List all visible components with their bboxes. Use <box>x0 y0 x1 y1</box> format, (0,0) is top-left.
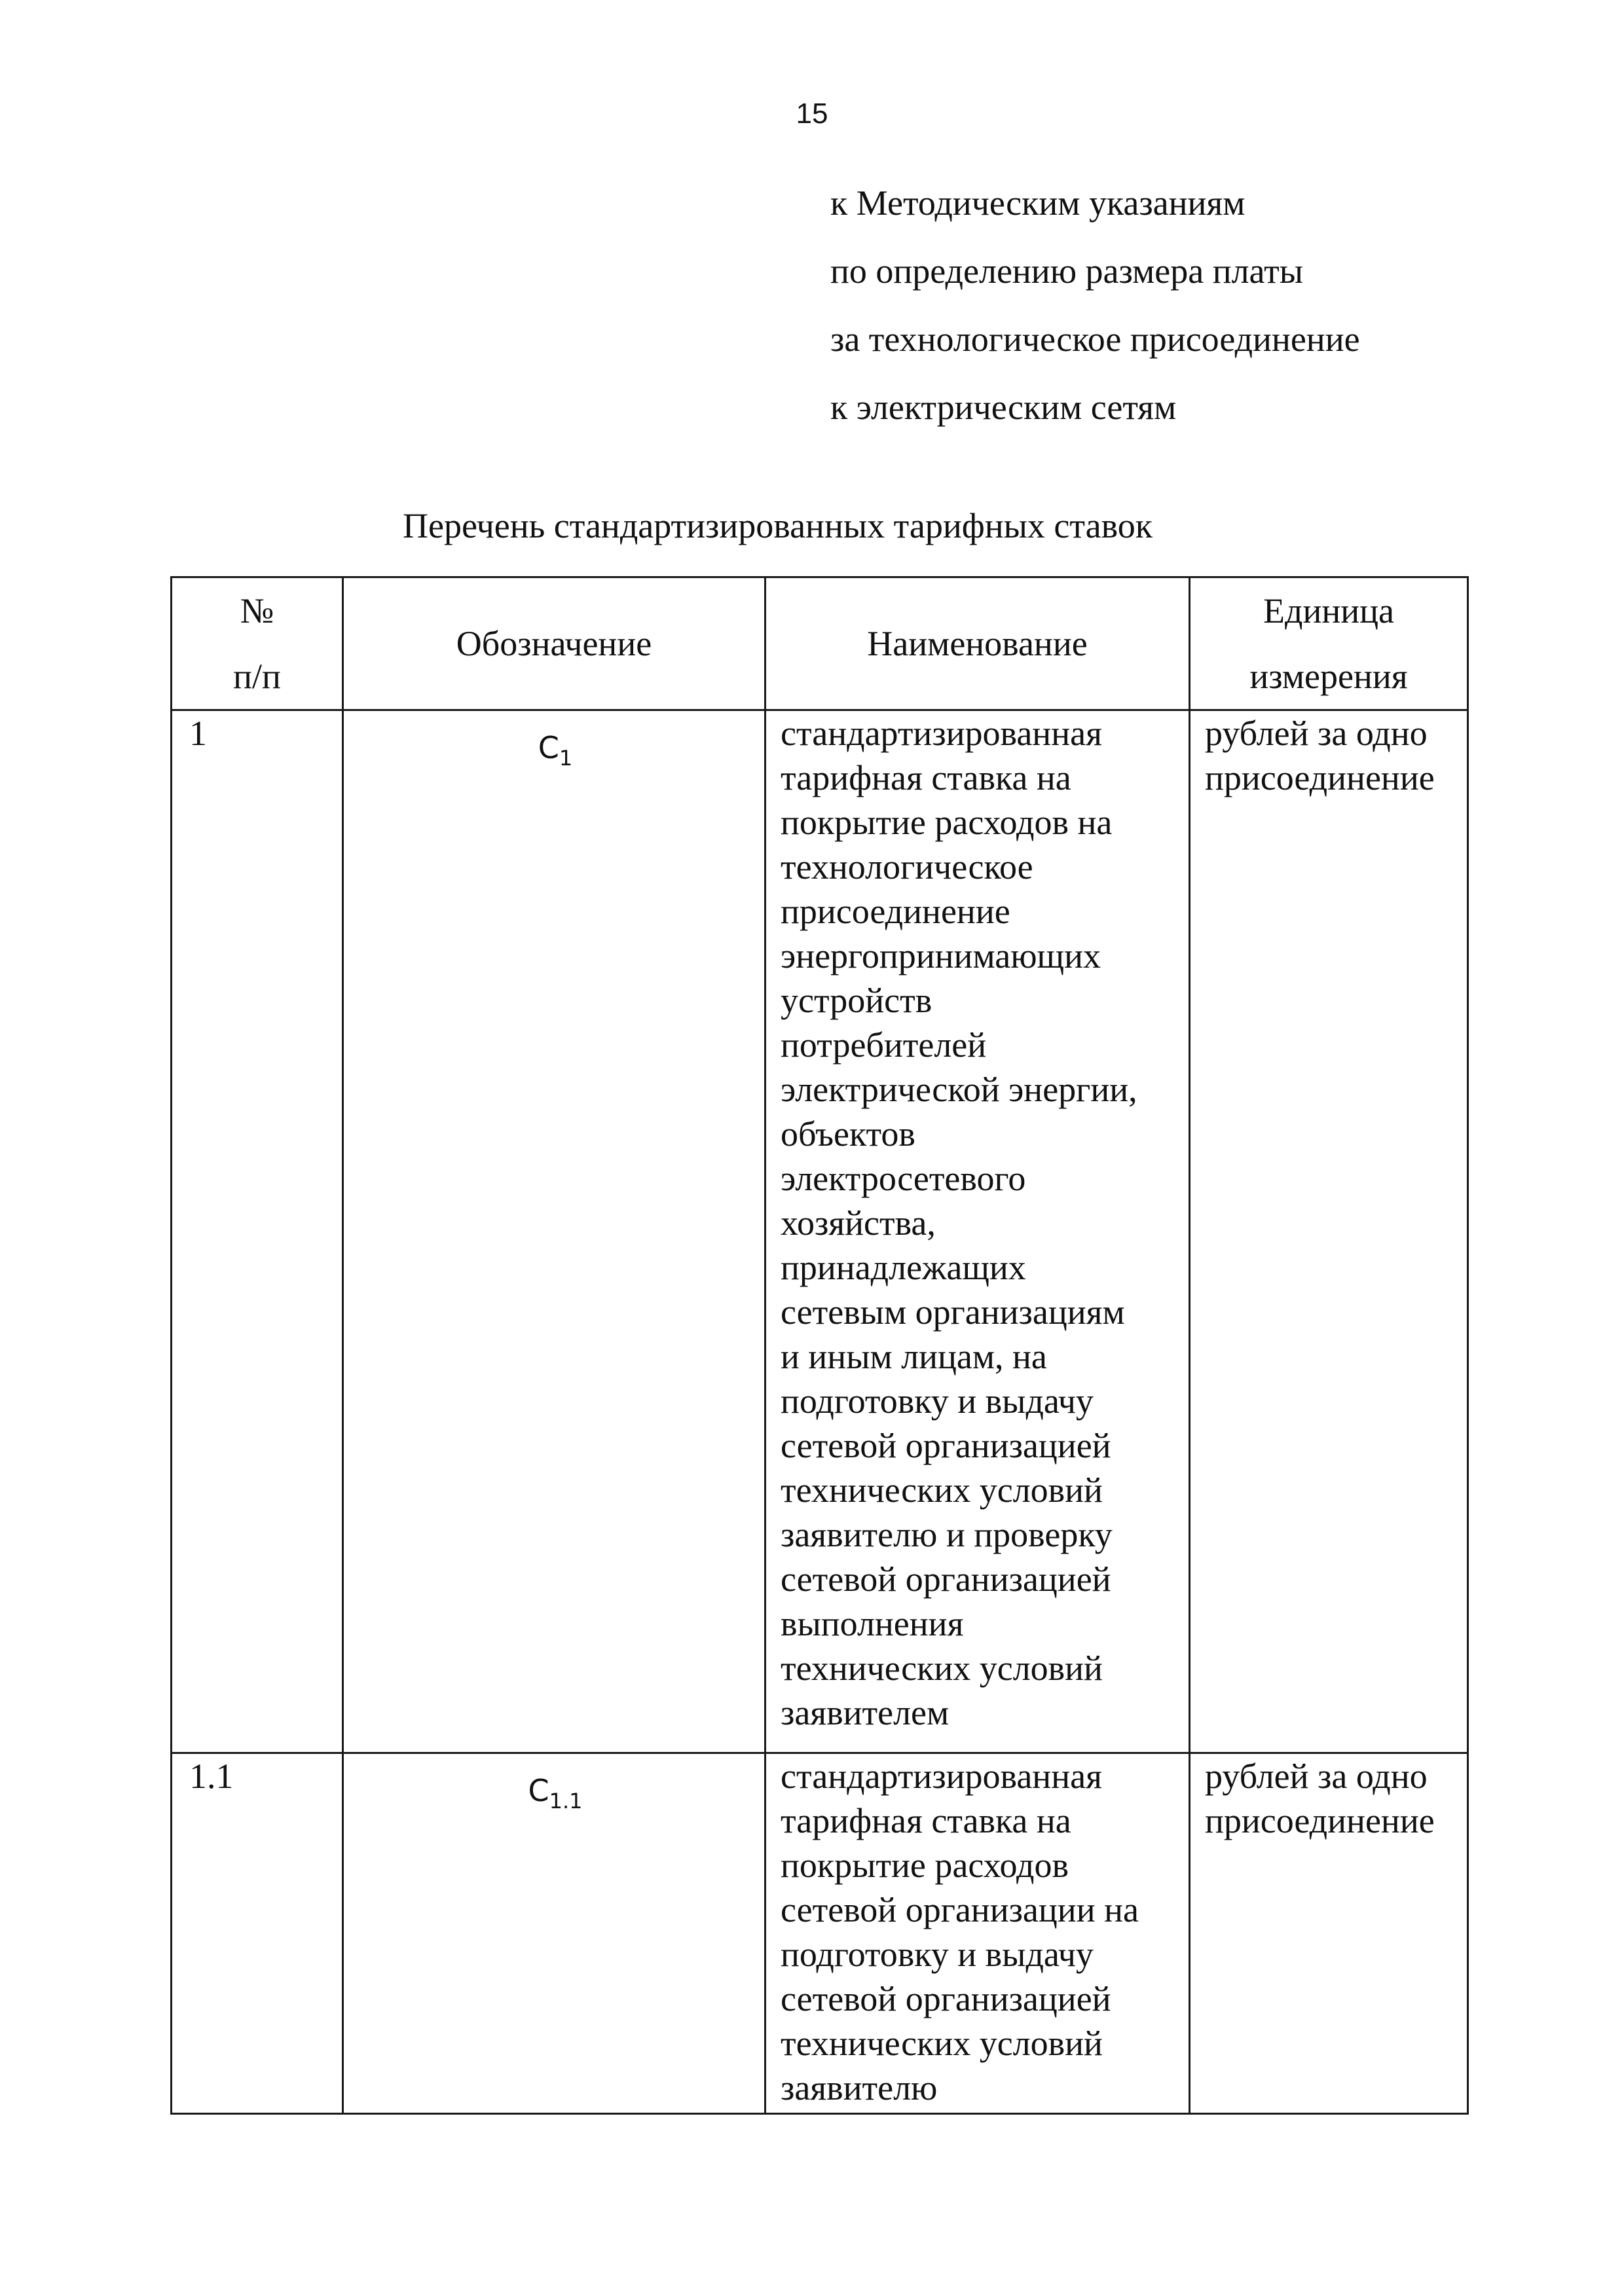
name-line: заявителю <box>781 2068 938 2107</box>
header-unit <box>1190 577 1468 710</box>
name-line: технологическое <box>781 847 1033 886</box>
appendix-line: к Методическим указаниям <box>830 183 1246 223</box>
name-line: сетевой организации на <box>781 1890 1139 1929</box>
name-line: выполнения <box>781 1604 964 1643</box>
name-line: объектов <box>781 1114 915 1154</box>
row-number: 1.1 <box>172 1753 343 2114</box>
name-line: стандартизированная <box>781 714 1102 753</box>
header-unit-line1: Единица <box>1263 591 1395 630</box>
header-number-line2: п/п <box>233 657 281 696</box>
name-line: сетевой организацией <box>781 1559 1111 1599</box>
name-line: потребителей <box>781 1025 987 1065</box>
name-line: покрытие расходов <box>781 1846 1069 1885</box>
name-line: энергопринимающих <box>781 936 1101 975</box>
row-unit <box>1190 1753 1468 2114</box>
header-number-line1: № <box>240 591 274 630</box>
page-number: 15 <box>796 98 828 130</box>
symbol-subscript: 1 <box>559 746 573 771</box>
name-line: подготовку и выдачу <box>781 1381 1094 1421</box>
symbol-subscript: 1.1 <box>549 1789 583 1814</box>
header-unit-line2: измерения <box>1249 657 1408 696</box>
document-title: Перечень стандартизированных тарифных ставок <box>403 506 1153 545</box>
name-line: заявителем <box>781 1693 950 1732</box>
appendix-line: к электрическим сетям <box>830 388 1177 427</box>
unit-line: рублей за одно <box>1205 714 1428 753</box>
name-line: сетевой организацией <box>781 1426 1111 1465</box>
name-line: устройств <box>781 981 932 1020</box>
name-line: технических условий <box>781 2024 1103 2063</box>
name-line: сетевым организациям <box>781 1292 1125 1332</box>
appendix-line: за технологическое присоединение <box>830 319 1360 359</box>
table-row <box>172 1753 1468 2114</box>
name-line: электросетевого <box>781 1159 1026 1198</box>
symbol-base: $C_1$ <box>538 730 573 771</box>
name-line: сетевой организацией <box>781 1979 1111 2018</box>
name-line: покрытие расходов на <box>781 803 1113 842</box>
name-line: принадлежащих <box>781 1248 1026 1287</box>
appendix-reference <box>830 169 1485 441</box>
row-symbol <box>343 1753 766 2114</box>
header-number <box>172 577 343 710</box>
name-line: тарифная ставка на <box>781 1801 1071 1840</box>
header-name: Наименование <box>766 577 1190 710</box>
name-line: хозяйства, <box>781 1203 936 1243</box>
name-line: технических условий <box>781 1649 1103 1688</box>
header-designation: Обозначение <box>343 577 766 710</box>
name-line: заявителю и проверку <box>781 1515 1113 1554</box>
row-symbol <box>343 710 766 1753</box>
unit-line: присоединение <box>1205 1801 1435 1840</box>
symbol-base: $C_{1.1}$ <box>528 1773 583 1814</box>
tariff-rates-table <box>170 576 1469 2115</box>
unit-line: рублей за одно <box>1205 1757 1428 1796</box>
name-line: тарифная ставка на <box>781 758 1071 797</box>
name-line: технических условий <box>781 1470 1103 1510</box>
row-name <box>766 1753 1190 2114</box>
row-name <box>766 710 1190 1753</box>
unit-line: присоединение <box>1205 758 1435 797</box>
row-unit <box>1190 710 1468 1753</box>
table-header-row <box>172 577 1468 710</box>
appendix-line: по определению размера платы <box>830 251 1303 291</box>
name-line: стандартизированная <box>781 1757 1102 1796</box>
name-line: электрической энергии, <box>781 1070 1137 1109</box>
row-number: 1 <box>172 710 343 1753</box>
name-line: присоединение <box>781 892 1010 931</box>
table-row <box>172 710 1468 1753</box>
name-line: и иным лицам, на <box>781 1337 1047 1376</box>
name-line: подготовку и выдачу <box>781 1935 1094 1974</box>
